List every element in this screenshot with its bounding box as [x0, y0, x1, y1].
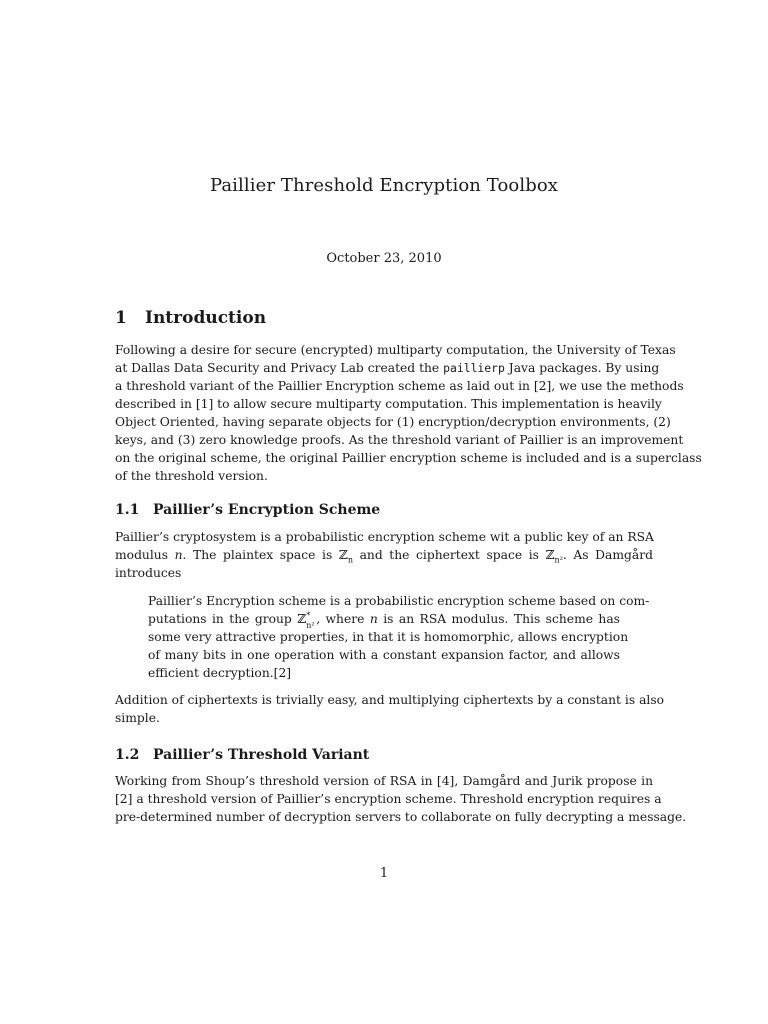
text-line: keys, and (3) zero knowledge proofs. As the threshold variant of Paillier is an improvement [115, 433, 684, 447]
math-scripts [306, 611, 316, 630]
text-line [115, 359, 660, 377]
math-superscript: * [306, 611, 311, 620]
math-set-z: ℤ [297, 612, 307, 626]
text-line: on the original scheme, the original Paillier encryption scheme is included and is a superclass [115, 451, 702, 465]
section-number: 1 [115, 308, 127, 328]
document-date: October 23, 2010 [326, 251, 442, 266]
introduction-paragraph [115, 341, 702, 485]
ciphertext-addition-paragraph [115, 691, 665, 727]
text-line: described in [1] to allow secure multiparty computation. This implementation is heavily [115, 397, 662, 411]
text-run: modulus [115, 548, 169, 562]
page-number: 1 [379, 866, 389, 881]
text-line: Paillier’s cryptosystem is a probabilistic encryption scheme wit a public key of an RSA [115, 530, 654, 544]
document-title: Paillier Threshold Encryption Toolbox [209, 175, 559, 196]
text-run: . As Damgård [562, 548, 653, 562]
text-line [148, 610, 620, 628]
text-line: introduces [115, 566, 182, 580]
text-line: of the threshold version. [115, 469, 268, 483]
text-run: is an RSA modulus. This scheme has [383, 612, 620, 626]
block-quote [148, 592, 650, 682]
subsection-number: 1.1 [115, 502, 140, 518]
math-set-z: ℤ [338, 548, 348, 562]
text-line: of many bits in one operation with a constant expansion factor, and allows [148, 648, 620, 662]
encryption-scheme-paragraph [115, 528, 653, 582]
text-line: Addition of ciphertexts is trivially easy, and multiplying ciphertexts by a constant is also [115, 693, 665, 707]
text-line: Following a desire for secure (encrypted) multiparty computation, the University of Texas [115, 343, 676, 357]
math-subscript: n² [306, 621, 315, 630]
text-run: putations in the group [148, 612, 292, 626]
subsection-number: 1.2 [115, 747, 140, 763]
text-line: efficient decryption.[2] [148, 666, 292, 680]
math-variable-n: n [174, 548, 183, 562]
subsection-title: Paillier’s Threshold Variant [153, 747, 370, 763]
subsection-heading-threshold-variant [115, 745, 369, 765]
text-line: Object Oriented, having separate objects for (1) encryption/decryption environments, (2) [115, 415, 671, 429]
subsection-title: Paillier’s Encryption Scheme [153, 502, 381, 518]
subsection-heading-encryption-scheme [115, 500, 380, 520]
section-title: Introduction [145, 308, 267, 328]
text-run: , where [316, 612, 365, 626]
text-run: at Dallas Data Security and Privacy Lab created the [115, 361, 440, 375]
text-line: [2] a threshold version of Paillier’s encryption scheme. Threshold encryption requires a [115, 792, 662, 806]
code-package-name: paillierp [443, 361, 505, 375]
text-line [115, 546, 653, 564]
text-line: Paillier’s Encryption scheme is a probabilistic encryption scheme based on com- [148, 594, 650, 608]
text-run: . The plaintex space is [182, 548, 333, 562]
text-line: simple. [115, 711, 160, 725]
math-subscript: n² [554, 555, 563, 565]
section-heading-introduction [115, 306, 266, 330]
threshold-variant-paragraph [115, 772, 687, 826]
text-run: and the ciphertext space is [359, 548, 539, 562]
text-line: some very attractive properties, in that it is homomorphic, allows encryption [148, 630, 629, 644]
math-set-z: ℤ [545, 548, 555, 562]
math-variable-n: n [369, 612, 378, 626]
text-line: Working from Shoup’s threshold version of RSA in [4], Damgård and Jurik propose in [115, 774, 653, 788]
math-subscript: n [347, 555, 353, 565]
text-line: pre-determined number of decryption servers to collaborate on fully decrypting a message. [115, 810, 687, 824]
text-line: a threshold variant of the Paillier Encryption scheme as laid out in [2], we use the methods [115, 379, 684, 393]
text-run: Java packages. By using [508, 361, 660, 375]
